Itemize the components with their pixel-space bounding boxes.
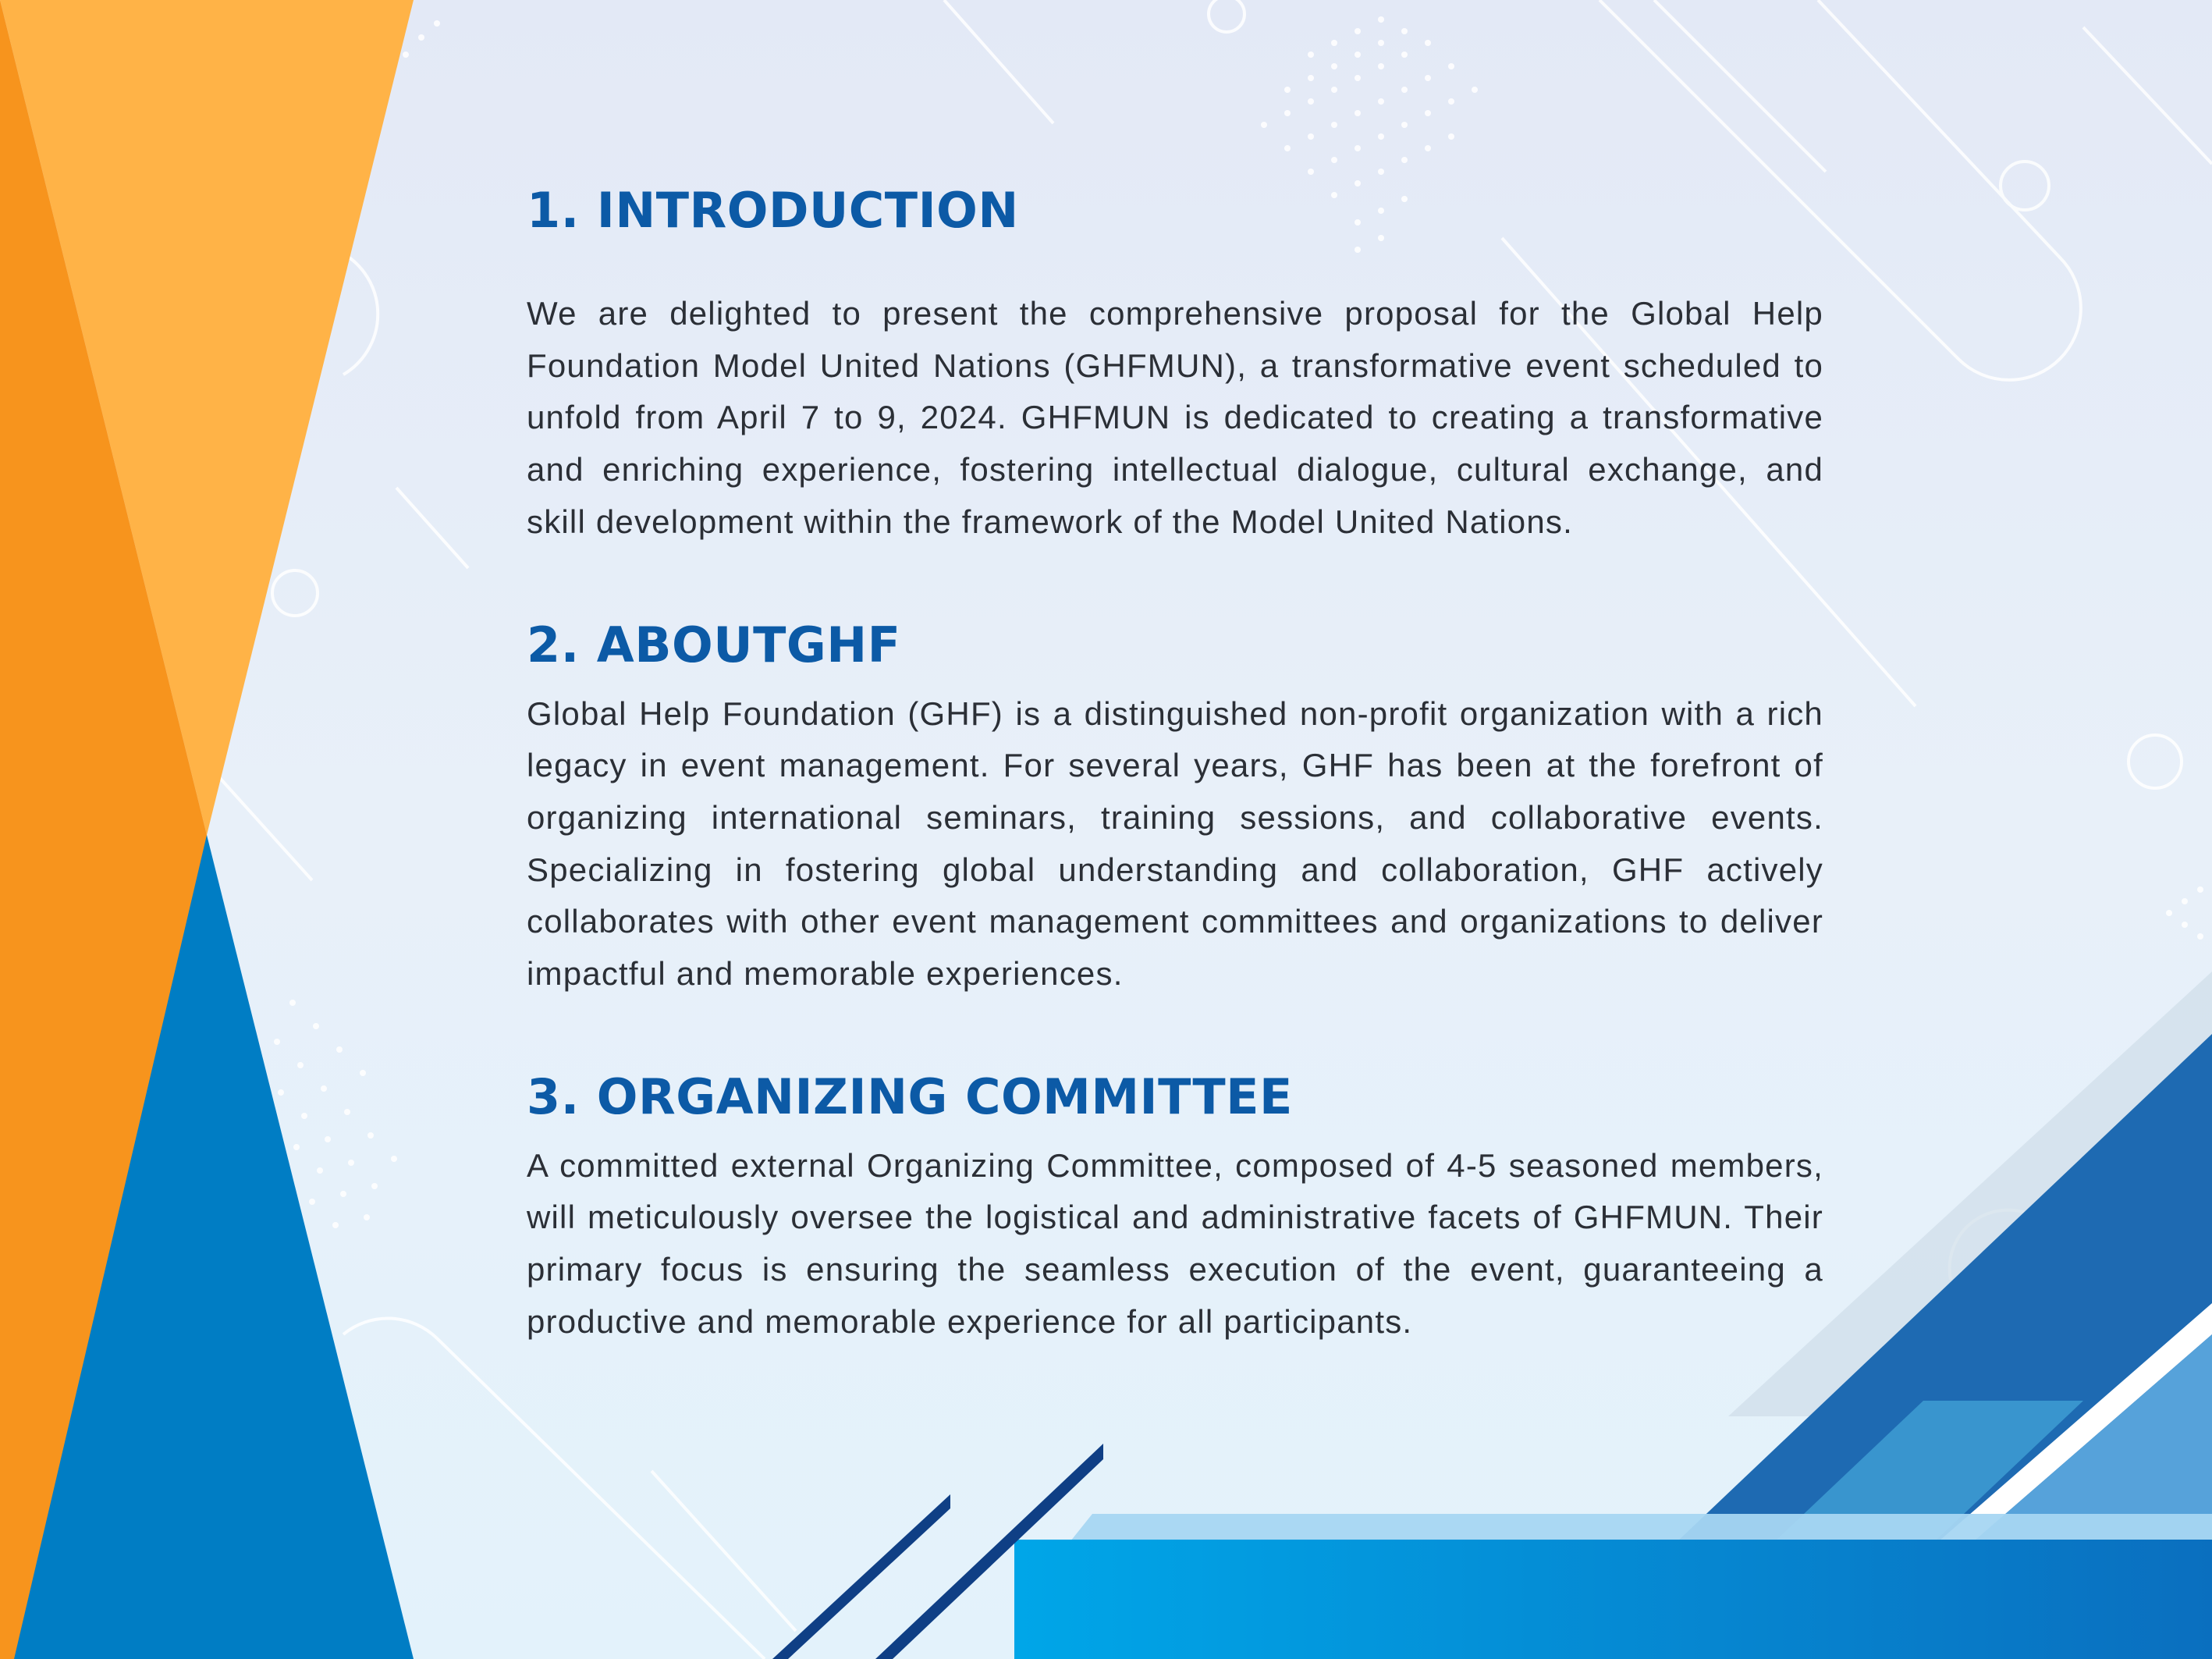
- section-body-about-ghf: Global Help Foundation (GHF) is a distinguished non-profit organization with a rich legacy in event management. For several years, GHF has been at the forefront of organizing international seminars, training sessions, and collaborative events. Specializing in fostering global understanding and collaboration, GHF actively collaborates with other event management committees and organizations to deliver impactful and memorable experiences.: [527, 695, 1823, 993]
- section-about-ghf: [527, 602, 1823, 1000]
- navy-diagonal-stripe-1: [772, 1494, 950, 1659]
- section-title-introduction: 1. INTRODUCTION: [527, 182, 1019, 239]
- section-body-organizing-committee: A committed external Organizing Committee, composed of 4-5 seasoned members, will meticulously oversee the logistical and administrative facets of GHFMUN. Their primary focus is ensuring the seamless execution of the event, guaranteeing a productive and memorable experience for all participants.: [527, 1146, 1823, 1340]
- section-title-organizing-committee: 3. ORGANIZING COMMITTEE: [527, 1068, 1293, 1125]
- section-introduction: [527, 168, 1823, 549]
- light-blue-strip: [1070, 1514, 2212, 1541]
- section-title-about-ghf: 2. ABOUTGHF: [527, 616, 901, 673]
- section-organizing-committee: [527, 1054, 1823, 1348]
- section-body-introduction: We are delighted to present the comprehensive proposal for the Global Help Foundation Model United Nations (GHFMUN), a transformative event scheduled to unfold from April 7 to 9, 2024. GHFMUN is dedicated to creating a transformative and enriching experience, fostering intellectual dialogue, cultural exchange, and skill development within the framework of the Model United Nations.: [527, 295, 1823, 540]
- main-content: [527, 168, 1823, 1348]
- bottom-blue-bar: [1014, 1540, 2212, 1659]
